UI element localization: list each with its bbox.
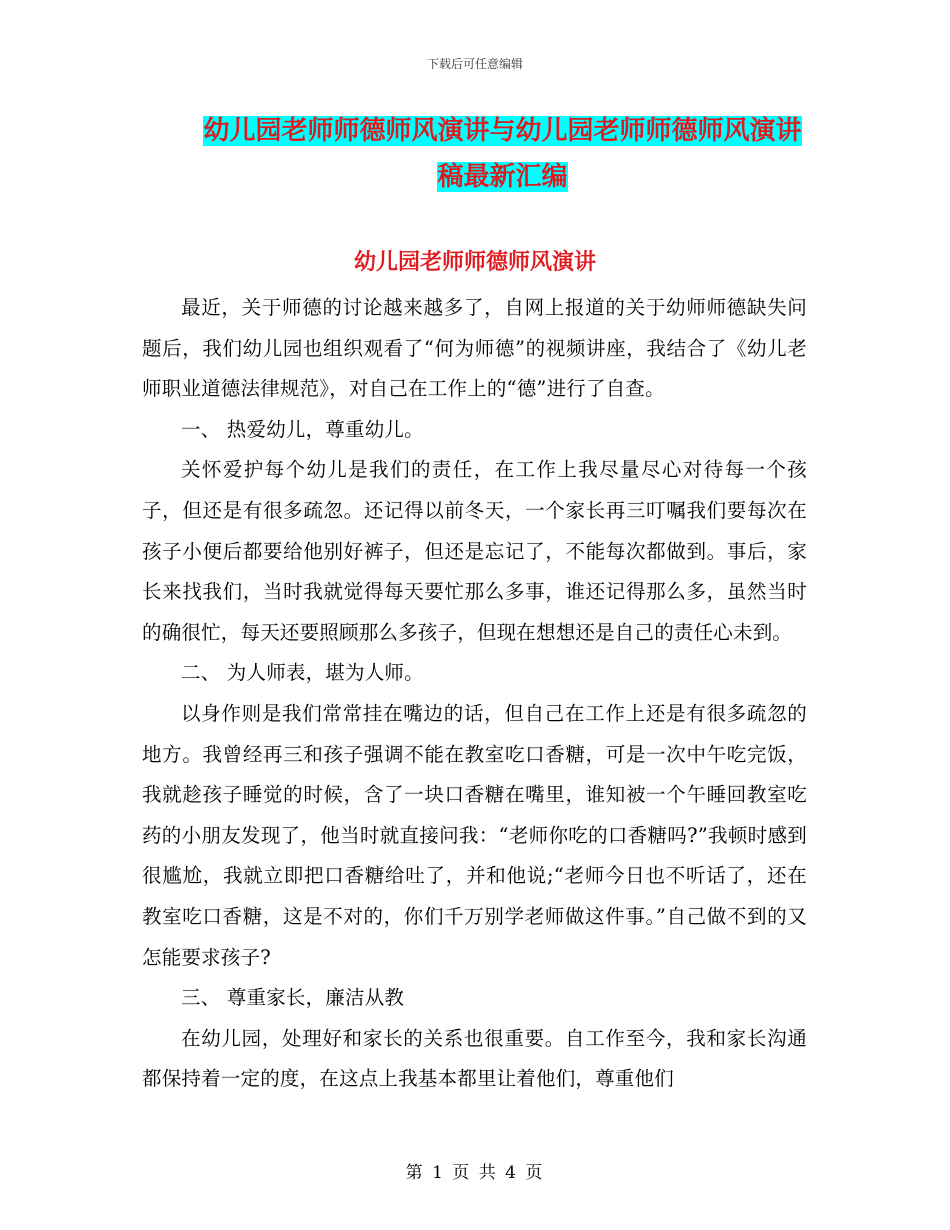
header-note: 下载后可任意编辑 [426,57,523,71]
document-title-line-2: 稿最新汇编 [437,162,568,192]
section-heading: 幼儿园老师师德师风演讲 [353,250,596,275]
paragraph: 最近，关于师德的讨论越来越多了，自网上报道的关于幼师师德缺失问题后，我们幼儿园也组织观看了“何为师德”的视频讲座，我结合了《幼儿老师职业道德法律规范》，对自己在工作上的“德”进行了自查。 [142,296,807,401]
document-title [190,108,815,200]
paragraph: 以身作则是我们常常挂在嘴边的话，但自己在工作上还是有很多疏忽的地方。我曾经再三和孩子强调不能在教室吃口香糖，可是一次中午吃完饭，我就趁孩子睡觉的时候，含了一块口香糖在嘴里，谁知被一个午睡回教室吃药的小朋友发现了，他当时就直接问我：“老师你吃的口香糖吗?”我顿时感到很尴尬，我就立即把口香糖给吐了，并和他说;“老师今日也不听话了，还在教室吃口香糖，这是不对的，你们千万别学老师做这件事。”自己做不到的又怎能要求孩子? [142,701,807,969]
page-footer: 第 1 页 共 4 页 [405,1163,545,1183]
subheading-1: 一、 热爱幼儿，尊重幼儿。 [181,417,424,441]
subheading-3: 三、 尊重家长，廉洁从教 [181,986,405,1010]
paragraph: 在幼儿园，处理好和家长的关系也很重要。自工作至今，我和家长沟通都保持着一定的度，在这点上我基本都里让着他们，尊重他们 [142,1026,807,1091]
paragraph: 关怀爱护每个幼儿是我们的责任，在工作上我尽量尽心对待每一个孩子，但还是有很多疏忽。还记得以前冬天，一个家长再三叮嘱我们要每次在孩子小便后都要给他别好裤子，但还是忘记了，不能每次都做到。事后，家长来找我们，当时我就觉得每天要忙那么多事，谁还记得那么多，虽然当时的确很忙，每天还要照顾那么多孩子，但现在想想还是自己的责任心未到。 [142,458,807,644]
document-body [142,288,807,1100]
document-title-line-1: 幼儿园老师师德师风演讲与幼儿园老师师德师风演讲 [203,116,802,146]
subheading-2: 二、 为人师表，堪为人师。 [181,661,424,685]
